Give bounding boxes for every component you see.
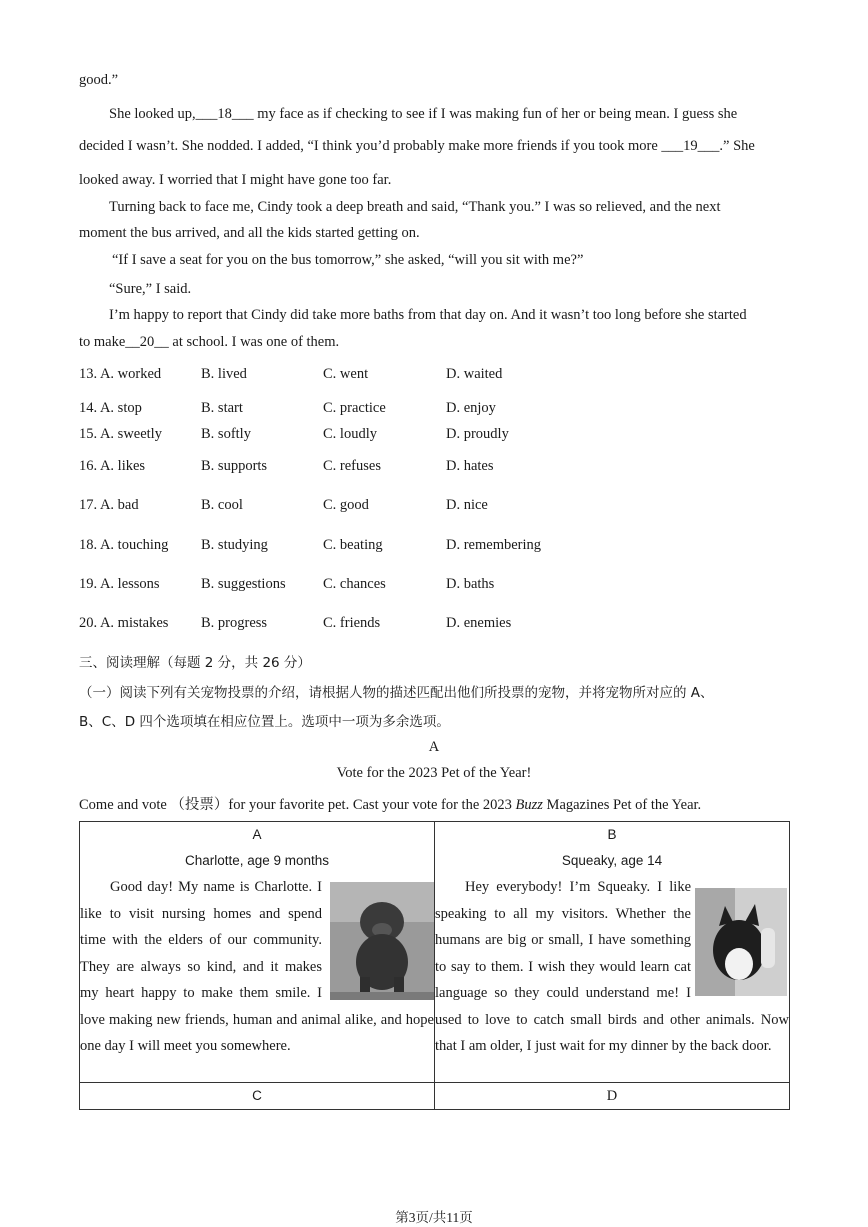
option-d: D. proudly — [446, 426, 509, 442]
passage-line: decided I wasn’t. She nodded. I added, “I think you’d probably make more friends if you took more ___19___.” She — [79, 138, 755, 154]
dog-photo-icon — [330, 882, 434, 1000]
pet-cell-a — [80, 822, 435, 1083]
pet-name: Charlotte, age 9 months — [184, 853, 330, 868]
option-b: B. supports — [201, 458, 268, 474]
option-d: D. enjoy — [446, 400, 496, 416]
option-d: D. hates — [446, 458, 494, 474]
section-heading: 三、阅读理解（每题 2 分，共 26 分） — [79, 655, 311, 671]
option-c: C. chances — [323, 576, 386, 592]
option-d: D. nice — [446, 497, 488, 513]
option-d: D. waited — [446, 366, 503, 382]
passage-line: I’m happy to report that Cindy did take more baths from that day on. And it wasn’t too long before she started — [109, 307, 747, 323]
passage-line: “Sure,” I said. — [109, 281, 192, 297]
option-c: C. beating — [323, 537, 383, 553]
pet-name: Squeaky, age 14 — [561, 853, 663, 868]
pet-letter: C — [252, 1088, 262, 1103]
option-b: B. studying — [201, 537, 268, 553]
passage-line: She looked up,___18___ my face as if checking to see if I was making fun of her or being mean. I guess she — [109, 106, 738, 122]
option-b: B. start — [201, 400, 243, 416]
option-b: B. progress — [201, 615, 268, 631]
pet-letter: B — [607, 827, 617, 842]
passage-intro: Come and vote （投票）for your favorite pet. Cast your vote for the 2023 Buzz Magazines Pet of the Year. — [79, 797, 702, 813]
option-b: B. cool — [201, 497, 243, 513]
passage-line: Turning back to face me, Cindy took a deep breath and said, “Thank you.” I was so relieved, and the next — [109, 199, 721, 215]
pet-cell-c — [80, 1083, 435, 1110]
option-b: B. suggestions — [201, 576, 286, 592]
option-c: C. friends — [323, 615, 381, 631]
option-a: 14. A. stop — [79, 400, 142, 416]
option-a: 20. A. mistakes — [79, 615, 169, 631]
option-d: D. baths — [446, 576, 495, 592]
page-footer: 第3页/共11页 — [395, 1210, 473, 1225]
option-a: 13. A. worked — [79, 366, 162, 382]
passage-line: moment the bus arrived, and all the kids started getting on. — [79, 225, 420, 241]
option-b: B. lived — [201, 366, 247, 382]
passage-line: looked away. I worried that I might have gone too far. — [79, 172, 392, 188]
passage-title: Vote for the 2023 Pet of the Year! — [336, 765, 532, 781]
option-d: D. enemies — [446, 615, 512, 631]
option-c: C. refuses — [323, 458, 381, 474]
option-b: B. softly — [201, 426, 251, 442]
pet-letter: D — [606, 1088, 618, 1104]
pet-description: Good day! My name is Charlotte. I like to visit nursing homes and spend time with the elders of our community. They are always so kind, and it makes my heart happy to make them smile. I love making new friends, human and animal alike, and hope one day I will meet you somewhere. — [80, 879, 434, 1054]
pet-description: Hey everybody! I’m Squeaky. I like speaking to all my visitors. Whether the humans are big or small, I have something to say to them. I wish they would learn cat language so they could understand me! I used to love to catch small birds and other animals. Now that I am older, I just wait for my dinner by the back door. — [435, 879, 789, 1054]
option-c: C. good — [323, 497, 369, 513]
option-a: 16. A. likes — [79, 458, 146, 474]
pet-table — [79, 821, 790, 1110]
option-c: C. loudly — [323, 426, 377, 442]
passage-line: to make__20__ at school. I was one of them. — [79, 334, 340, 350]
instructions-line: B、C、D 四个选项填在相应位置上。选项中一项为多余选项。 — [79, 714, 450, 730]
option-a: 17. A. bad — [79, 497, 139, 513]
passage-letter: A — [428, 739, 440, 755]
pet-cell-b — [435, 822, 790, 1083]
option-c: C. practice — [323, 400, 386, 416]
option-a: 19. A. lessons — [79, 576, 160, 592]
pet-cell-d — [435, 1083, 790, 1110]
passage-line: “If I save a seat for you on the bus tomorrow,” she asked, “will you sit with me?” — [112, 252, 584, 268]
instructions-line: （一）阅读下列有关宠物投票的介绍，请根据人物的描述匹配出他们所投票的宠物，并将宠物所对应的 A、 — [79, 685, 714, 701]
option-a: 15. A. sweetly — [79, 426, 162, 442]
cat-photo-icon — [695, 888, 787, 996]
option-c: C. went — [323, 366, 369, 382]
passage-line: good.” — [79, 72, 119, 88]
option-a: 18. A. touching — [79, 537, 169, 553]
option-d: D. remembering — [446, 537, 542, 553]
pet-letter: A — [252, 827, 262, 842]
